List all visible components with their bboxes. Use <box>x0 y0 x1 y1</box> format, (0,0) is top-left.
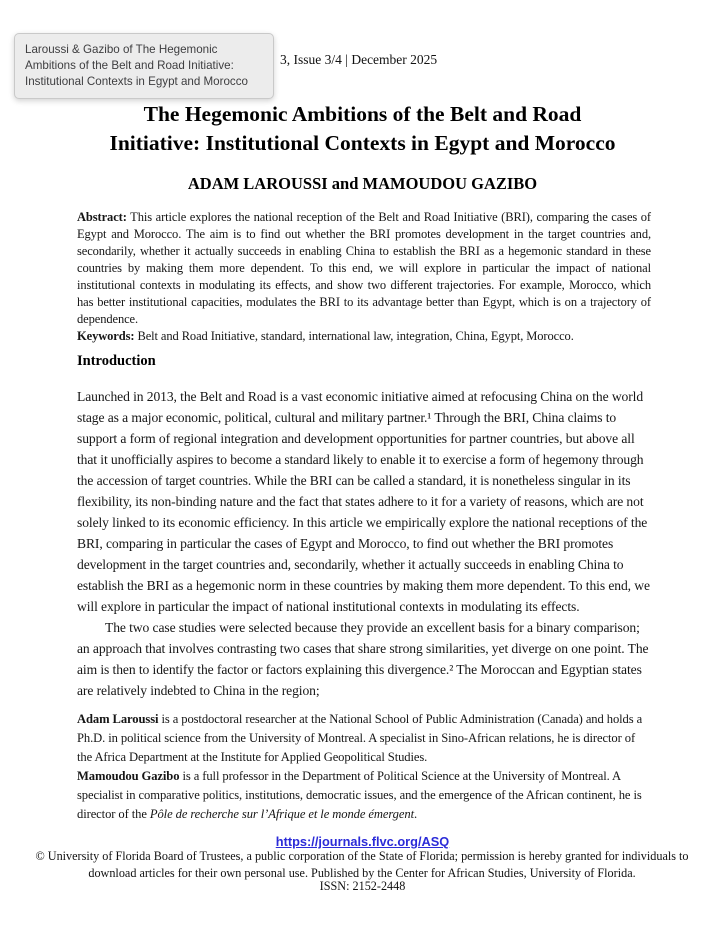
article-title-line2: Initiative: Institutional Contexts in Egypt and Morocco <box>109 131 616 155</box>
keywords-paragraph <box>77 328 651 345</box>
introduction-heading: Introduction <box>77 353 156 369</box>
keywords-text: Belt and Road Initiative, standard, international law, integration, China, Egypt, Morocco. <box>134 329 574 343</box>
author-notes <box>77 710 653 824</box>
author-bio-2-text: is a full professor in the Department of Political Science at the University of Montreal. A specialist in comparative politics, institutions, democratic issues, and the emergence of the African continent, he is director of the <box>77 769 642 821</box>
abstract-label: Abstract: <box>77 210 127 224</box>
article-title-line1: The Hegemonic Ambitions of the Belt and Road <box>143 102 582 126</box>
author-bio-2-italic: Pôle de recherche sur l’Afrique et le monde émergent <box>149 807 414 821</box>
journal-issue-line: 3, Issue 3/4 | December 2025 <box>280 52 438 67</box>
footer-link-row <box>0 834 725 849</box>
author-bio-2 <box>77 767 653 824</box>
introduction-body <box>77 386 651 701</box>
intro-paragraph-1: Launched in 2013, the Belt and Road is a vast economic initiative aimed at refocusing China on the world stage as a major economic, political, cultural and military partner.¹ Through the BRI, China claims to support a form of regional integration and development opportunities for partner countries, but above all that it unofficially aspires to become a standard likely to enable it to exercise a form of hegemony through the accession of target countries. While the BRI can be called a standard, it is nonetheless singular in its flexibility, its non-binding nature and the fact that states adhere to it for a variety of reasons, which are not solely linked to its economic efficiency. In this article we empirically explore the national receptions of the BRI, comparing in particular the cases of Egypt and Morocco, to find out whether the BRI promotes development in the target countries and, secondarily, whether it actually succeeds in enabling China to establish the BRI as a hegemonic norm in these countries by making them more dependent. To this end, we will explore in particular the impact of national institutional contexts in modulating its effects. <box>77 389 650 614</box>
journal-url-link[interactable]: https://journals.flvc.org/ASQ <box>275 834 450 849</box>
author-bio-2-suffix: . <box>413 807 418 821</box>
author-bio-2-name: Mamoudou Gazibo <box>77 769 180 783</box>
article-title <box>0 100 725 158</box>
author-bio-1-name: Adam Laroussi <box>77 712 159 726</box>
abstract-paragraph <box>77 209 651 328</box>
author-bio-1-text: is a postdoctoral researcher at the National School of Public Administration (Canada) and holds a Ph.D. in political science from the University of Montreal. A specialist in Sino-African relations, he is director of the Africa Department at the Institute for Applied Geopolitical Studies. <box>77 712 643 764</box>
keywords-label: Keywords: <box>77 329 135 343</box>
hover-tooltip-text: Laroussi & Gazibo of The Hegemonic Ambitions of the Belt and Road Initiative: Institutional Contexts in Egypt and Morocco <box>25 43 248 88</box>
copyright-notice: © University of Florida Board of Trustees, a public corporation of the State of Florida; permission is hereby granted for individuals to download articles for their own personal use. Published by the Center for African Studies, University of Florida. <box>35 849 689 880</box>
abstract-block <box>77 209 651 345</box>
hover-tooltip <box>14 33 274 99</box>
issn-line: ISSN: 2152-2448 <box>319 879 406 893</box>
intro-paragraph-2: The two case studies were selected because they provide an excellent basis for a binary comparison; an approach that involves contrasting two cases that share strong similarities, yet diverge on one point. The aim is then to identify the factor or factors explaining this divergence.² The Moroccan and Egyptian states are relatively indebted to China in the region; <box>77 620 649 698</box>
article-authors: ADAM LAROUSSI and MAMOUDOU GAZIBO <box>187 174 538 193</box>
author-bio-1 <box>77 710 653 767</box>
abstract-text: This article explores the national reception of the Belt and Road Initiative (BRI), comparing the cases of Egypt and Morocco. The aim is to find out whether the BRI promotes development in the target countries and, secondarily, whether it actually succeeds in enabling China to establish the BRI as a hegemonic standard in these countries by making them more dependent. To this end, we will explore in particular the impact of national institutional contexts in modulating its effects, and show two different trajectories. For example, Morocco, which has better institutional capacities, modulates the BRI to its advantage better than Egypt, which is on a trajectory of dependence. <box>77 210 651 326</box>
